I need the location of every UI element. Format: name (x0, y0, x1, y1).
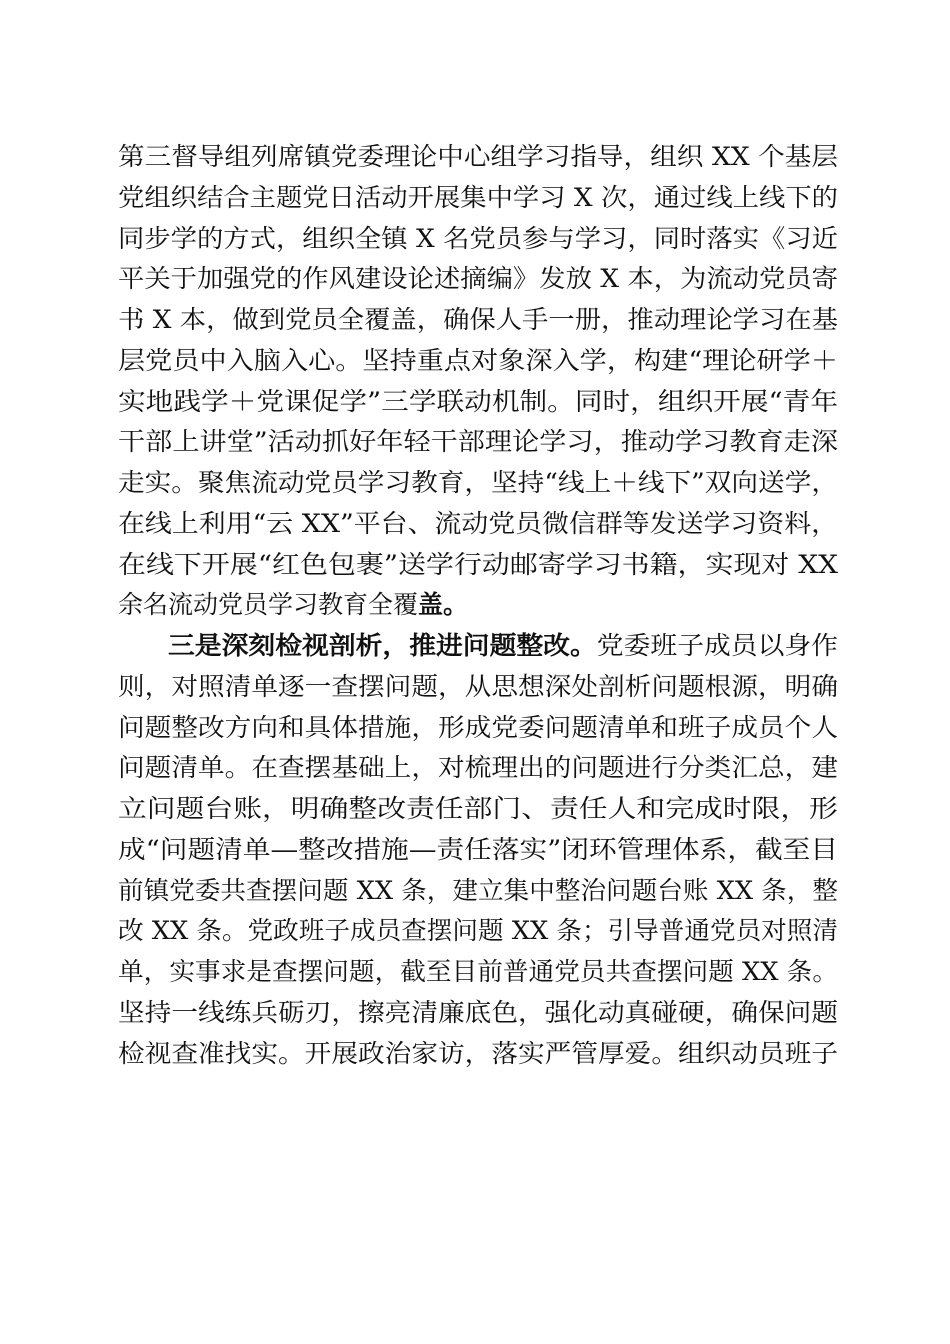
body-line-text: 第三督导组列席镇党委理论中心组学习指导，组织 XX 个基层 (118, 142, 839, 171)
body-line-text: 党组织结合主题党日活动开展集中学习 X 次，通过线上线下的 (118, 182, 838, 212)
body-line (118, 219, 838, 260)
body-line-text: 则，对照清单逐一查摆问题，从思想深处剖析问题根源，明确 (118, 671, 838, 701)
bold-text: 盖。 (418, 590, 469, 620)
body-line (118, 341, 838, 382)
body-line-text: 走实。聚焦流动党员学习教育，坚持“线上＋线下”双向送学， (118, 468, 838, 497)
body-line-text: 单，实事求是查摆问题，截至目前普通党员共查摆问题 XX 条。 (118, 957, 838, 986)
body-line (118, 871, 838, 912)
body-line (118, 300, 838, 341)
body-line (118, 382, 838, 423)
body-line-text: 成“问题清单—整改措施—责任落实”闭环管理体系，截至目 (118, 834, 838, 864)
body-line (118, 830, 838, 871)
body-line-text: 立问题台账，明确整改责任部门、责任人和完成时限，形 (118, 794, 838, 823)
body-line-text: 坚持一线练兵砺刃，擦亮清廉底色，强化动真碰硬，确保问题 (118, 997, 838, 1027)
body-line-text: 问题清单。在查摆基础上，对梳理出的问题进行分类汇总，建 (118, 753, 838, 783)
body-line (118, 952, 838, 993)
body-line-text: 干部上讲堂”活动抓好年轻干部理论学习，推动学习教育走深 (118, 427, 838, 457)
body-line (118, 137, 838, 178)
body-line-text: 同步学的方式，组织全镇 X 名党员参与学习，同时落实《习近 (118, 223, 838, 253)
body-line (118, 993, 838, 1034)
body-line (118, 463, 838, 504)
body-line-text: 书 X 本，做到党员全覆盖，确保人手一册，推动理论学习在基 (118, 305, 838, 334)
body-line-text: 改 XX 条。党政班子成员查摆问题 XX 条；引导普通党员对照清 (118, 916, 838, 946)
body-line (118, 708, 838, 749)
body-line (118, 422, 838, 463)
body-line-text: 在线上利用“云 XX”平台、流动党员微信群等发送学习资料， (118, 508, 839, 538)
body-line-text: 在线下开展“红色包裹”送学行动邮寄学习书籍，实现对 XX (118, 549, 838, 579)
body-line (118, 626, 838, 667)
body-line (118, 259, 838, 300)
body-line (118, 1034, 838, 1075)
body-line-text: 前镇党委共查摆问题 XX 条，建立集中整治问题台账 XX 条，整 (118, 875, 838, 905)
body-line-text: 层党员中入脑入心。坚持重点对象深入学，构建“理论研学＋ (118, 345, 838, 375)
document-body (118, 137, 838, 1074)
body-line (118, 667, 838, 708)
body-line (118, 789, 838, 830)
body-line (118, 748, 838, 789)
body-line-text: 问题整改方向和具体措施，形成党委问题清单和班子成员个人 (118, 712, 838, 742)
paragraph-first-line (168, 626, 838, 667)
paragraph-end-line (118, 585, 468, 626)
body-line (118, 545, 838, 586)
body-line (118, 911, 838, 952)
section-heading: 三是深刻检视剖析，推进问题整改。 (168, 631, 597, 660)
body-line-text: 党委班子成员以身作 (596, 631, 838, 660)
body-line (118, 504, 838, 545)
body-line-text: 平关于加强党的作风建设论述摘编》发放 X 本，为流动党员寄 (118, 264, 838, 294)
body-line (118, 178, 838, 219)
body-line-text: 检视查准找实。开展政治家访，落实严管厚爱。组织动员班子 (118, 1038, 838, 1068)
body-line-text: 余名流动党员学习教育全覆 (118, 590, 419, 620)
body-line-text: 实地践学＋党课促学”三学联动机制。同时，组织开展“青年 (118, 386, 838, 416)
body-line (118, 585, 838, 626)
